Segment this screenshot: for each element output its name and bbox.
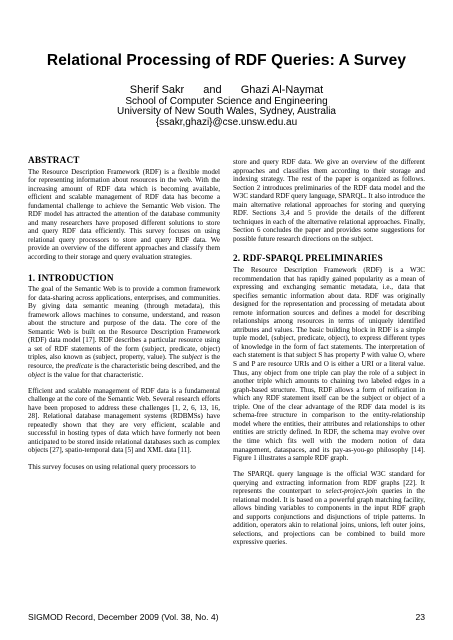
- preliminaries-paragraph-2: The SPARQL query language is the official W3C standard for querying and extracting information from RDF graphs [22]. It represents the counterpart to select-project-join queries in the relational model. It is based on a powerful graph matching facility, allows binding variables to components in the input RDF graph and supports conjunctions and disjunctions of triple patterns. In addition, operators akin to relational joins, unions, left outer joins, selections, and projections can be combined to build more expressive queries.: [233, 470, 425, 547]
- author-names: [0, 85, 453, 96]
- intro-heading: 1. INTRODUCTION: [28, 272, 114, 283]
- right-column: [233, 158, 425, 555]
- author-conjunction: and: [203, 84, 222, 96]
- preliminaries-paragraph-1: The Resource Description Framework (RDF) is a W3C recommendation that has rapidly gained popularity as a mean of expressing and exchanging semantic metadata, i.e., data that specifies semantic information about data. RDF was originally designed for the representation and processing of metadata about remote information sources and defines a model for describing relationships among resources in terms of uniquely identified attributes and values. The basic building block in RDF is a simple tuple model, (subject, predicate, object), to express different types of knowledge in the form of fact statements. The interpretation of each statement is that subject S has property P with value O, where S and P are resource URIs and O is either a URI or a literal value. Thus, any object from one triple can play the role of a subject in another triple which amounts to chaining two labeled edges in a graph-based structure. Thus, RDF allows a form of reification in which any RDF statement itself can be the subject or object of a triple. One of the clear advantage of the RDF data model is its schema-free structure in comparison to the entity-relationship model where the entities, their attributes and relationships to other entities are strictly defined. In RDF, the schema may evolve over the time which fits well with the modern notion of data management, dataspaces, and its pay-as-you-go philosophy [14]. Figure 1 illustrates a sample RDF graph.: [233, 266, 425, 463]
- affiliation-line-1: School of Computer Science and Engineering: [125, 95, 328, 107]
- footer-venue: SIGMOD Record, December 2009 (Vol. 38, No. 4): [28, 612, 219, 622]
- author-block: [0, 85, 453, 128]
- author-2: Ghazi Al-Naymat: [240, 84, 324, 96]
- affiliation-line-2: University of New South Wales, Sydney, Australia: [117, 106, 336, 117]
- intro-paragraph-2: Efficient and scalable management of RDF data is a fundamental challenge at the core of the Semantic Web. Several research efforts have been proposed to address these challenges [1, 2, 6, 13, 16, 28]. Relational database management systems (RDBMSs) have repeatedly shown that they are very efficient, scalable and successful in hosting types of data which have formerly not been anticipated to be stored inside relational databases such as complex objects [27], spatio-temporal data [5] and XML data [11].: [28, 386, 220, 455]
- left-column: [28, 156, 220, 479]
- page-number: 23: [415, 612, 425, 622]
- intro-paragraph-3: This survey focuses on using relational query processors to: [28, 462, 196, 471]
- preliminaries-heading: 2. RDF-SPARQL PRELIMINARIES: [233, 253, 383, 264]
- abstract-text: The Resource Description Framework (RDF) is a flexible model for representing information about resources in the web. With the increasing amount of RDF data which is becoming available, efficient and scalable management of RDF data has become a fundamental challenge to achieve the Semantic Web vision. The RDF model has attracted the attention of the database community and many researchers have proposed different solutions to store and query RDF data efficiently. This survey focuses on using relational query processors to store and query RDF data. We provide an overview of the different approaches and classify them according to their storage and query evaluation strategies.: [28, 167, 220, 262]
- author-1: Sherif Sakr: [129, 84, 185, 96]
- intro-paragraph-4: store and query RDF data. We give an overview of the different approaches and classifies them according to their storage and indexing strategy. The rest of the paper is organized as follows. Section 2 introduces preliminaries of the RDF data model and the W3C standard RDF query language, SPARQL. It also introduce the main alternative relational approaches for storing and querying RDF. Sections 3,4 and 5 provide the details of the different techniques in each of the alternative relational approaches. Finally, Section 6 concludes the paper and provides some suggestions for possible future research directions on the subject.: [233, 158, 425, 243]
- page-footer: [28, 612, 425, 622]
- author-email: {ssakr,ghazi}@cse.unsw.edu.au: [155, 116, 298, 128]
- paper-title: Relational Processing of RDF Queries: A Survey: [46, 52, 407, 69]
- abstract-heading: ABSTRACT: [28, 155, 80, 165]
- intro-paragraph-1: The goal of the Semantic Web is to provide a common framework for data-sharing across applications, enterprises, and communities. By giving data semantic meaning (through metadata), this framework allows machines to consume, understand, and reason about the structure and purpose of the data. The core of the Semantic Web is built on the Resource Description Framework (RDF) data model [17]. RDF describes a particular resource using a set of RDF statements of the form (subject, predicate, object) triples, also known as (subject, property, value). The subject is the resource, the predicate is the characteristic being described, and the object is the value for that characteristic.: [28, 285, 220, 379]
